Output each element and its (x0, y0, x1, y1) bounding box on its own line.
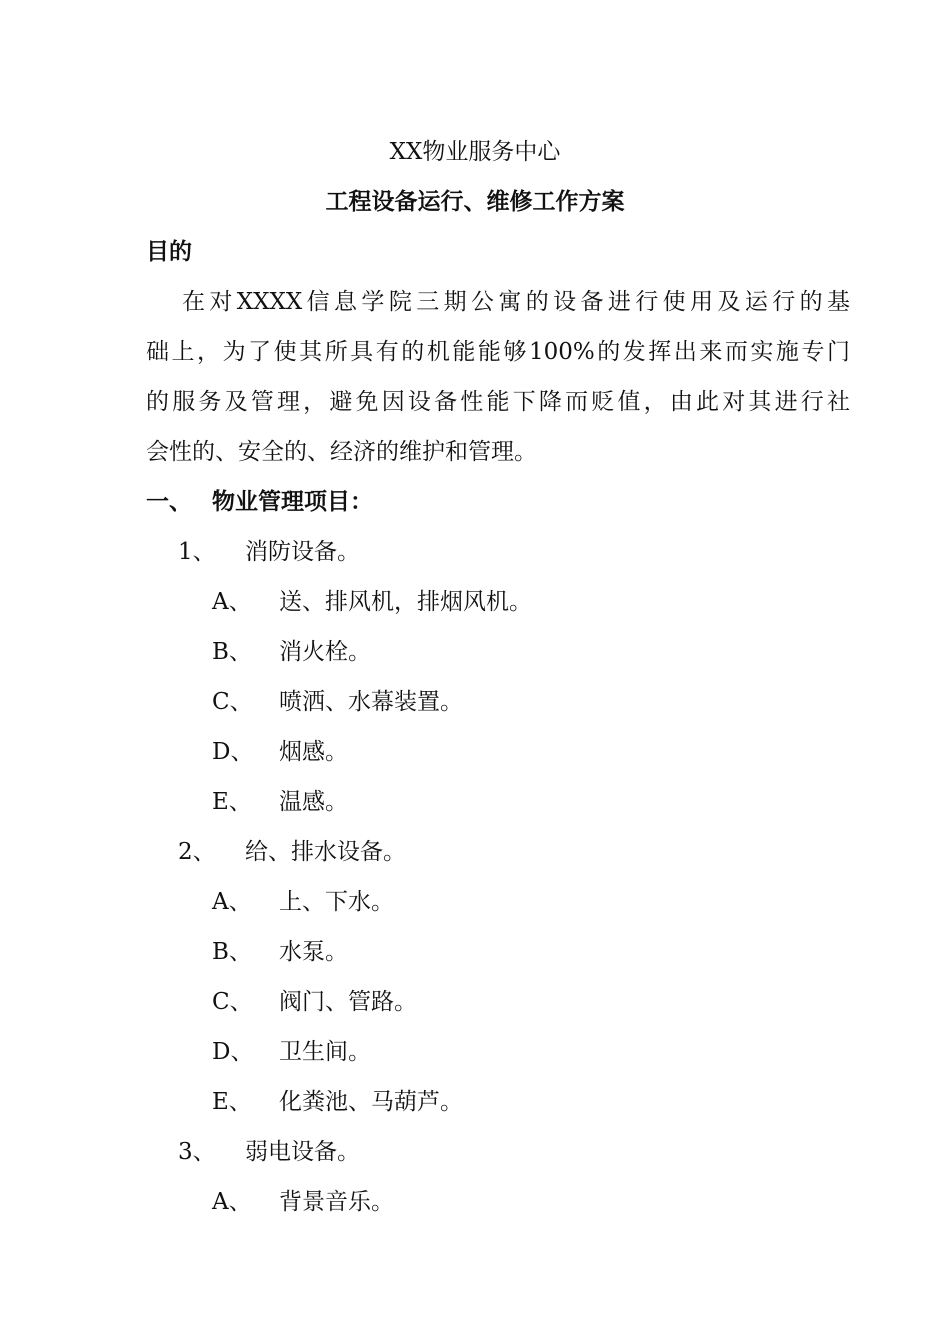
section-1-heading: 物业管理项目： (212, 489, 373, 515)
purpose-line-4: 会性的、安全的、经济的维护和管理。 (146, 439, 537, 465)
list-item-label: 背景音乐。 (279, 1189, 394, 1215)
list-item-label: 卫生间。 (279, 1039, 371, 1065)
group-2-label: 给、排水设备。 (245, 839, 406, 865)
group-1-label: 消防设备。 (245, 539, 360, 565)
purpose-heading: 目的 (146, 239, 192, 265)
list-item-marker: E、 (212, 1089, 252, 1115)
list-item-marker: D、 (212, 739, 254, 765)
list-item-marker: C、 (212, 989, 253, 1015)
group-1-marker: 1、 (178, 539, 216, 565)
group-3-marker: 3、 (178, 1139, 216, 1165)
list-item-label: 喷洒、水幕装置。 (279, 689, 463, 715)
list-item-marker: A、 (212, 589, 252, 615)
list-item-marker: D、 (212, 1039, 254, 1065)
document-title: 工程设备运行、维修工作方案 (325, 189, 625, 215)
list-item-marker: A、 (212, 889, 252, 915)
purpose-line-2: 础上，为了使其所具有的机能能够100%的发挥出来而实施专门 (146, 339, 850, 365)
list-item-label: 温感。 (279, 789, 348, 815)
section-1-marker: 一、 (146, 489, 192, 515)
purpose-line-1: 在对XXXX信息学院三期公寓的设备进行使用及运行的基 (182, 289, 850, 315)
list-item-marker: C、 (212, 689, 253, 715)
purpose-line-3: 的服务及管理，避免因设备性能下降而贬值，由此对其进行社 (146, 389, 850, 415)
list-item-label: 化粪池、马葫芦。 (279, 1089, 463, 1115)
list-item-label: 上、下水。 (279, 889, 394, 915)
group-2-marker: 2、 (178, 839, 216, 865)
list-item-label: 水泵。 (279, 939, 348, 965)
list-item-marker: B、 (212, 939, 252, 965)
list-item-label: 阀门、管路。 (279, 989, 417, 1015)
org-name: XX物业服务中心 (389, 139, 561, 165)
group-3-label: 弱电设备。 (245, 1139, 360, 1165)
list-item-label: 消火栓。 (279, 639, 371, 665)
list-item-label: 送、排风机，排烟风机。 (279, 589, 532, 615)
list-item-marker: A、 (212, 1189, 252, 1215)
list-item-marker: E、 (212, 789, 252, 815)
list-item-marker: B、 (212, 639, 252, 665)
list-item-label: 烟感。 (279, 739, 348, 765)
